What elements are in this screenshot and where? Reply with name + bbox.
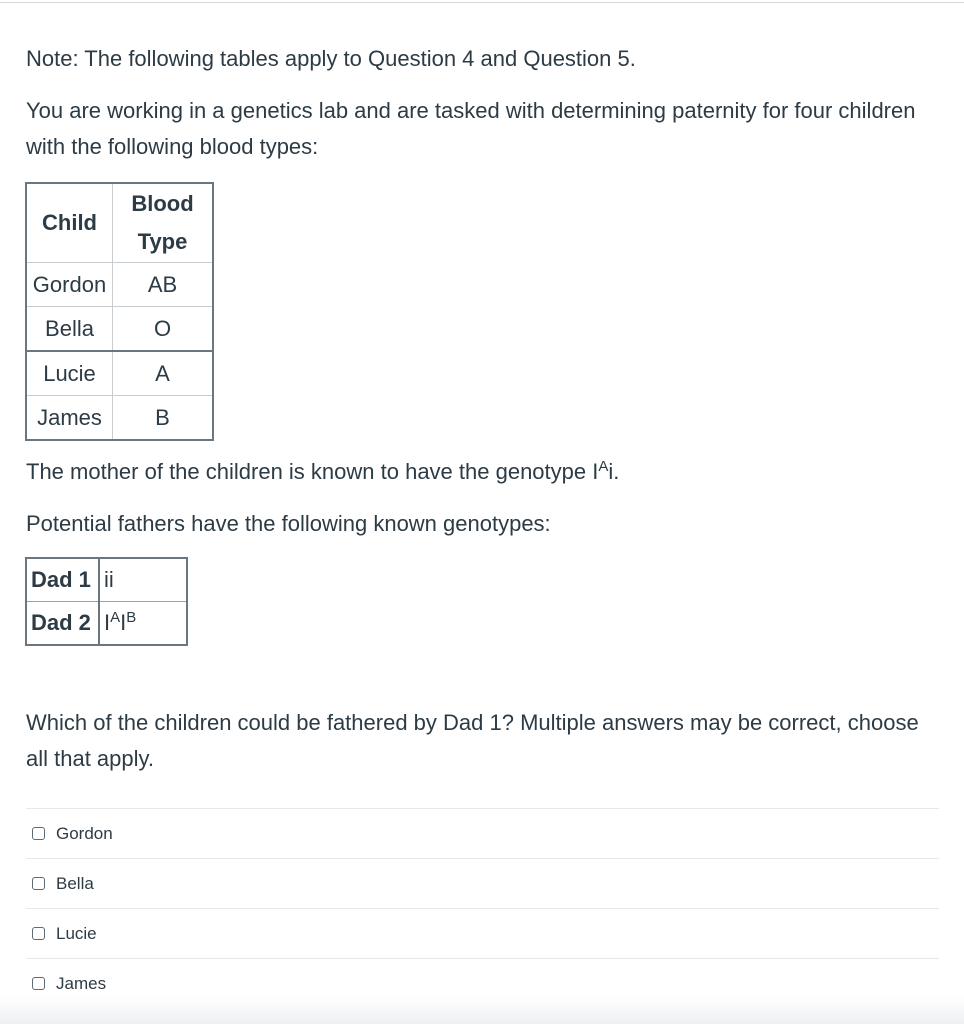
child-blood-type: A	[113, 351, 214, 396]
header-child: Child	[26, 183, 113, 263]
children-blood-type-table	[25, 182, 214, 441]
mother-text-before: The mother of the children is known to have the genotype I	[26, 459, 599, 484]
table-row	[26, 307, 213, 352]
child-blood-type: B	[113, 396, 214, 441]
table-row	[26, 263, 213, 307]
table-row	[26, 558, 187, 602]
allele-base: I	[104, 610, 111, 635]
answer-label: Gordon	[56, 823, 113, 843]
checkbox[interactable]	[32, 977, 45, 990]
allele-superscript: A	[110, 609, 121, 626]
child-name: Bella	[26, 307, 113, 352]
child-blood-type: O	[113, 307, 214, 352]
dad-genotype	[99, 602, 187, 646]
header-blood-type-line1: Blood	[131, 191, 194, 216]
answer-label: James	[56, 973, 107, 993]
answer-label: Lucie	[56, 923, 97, 943]
fathers-intro-text: Potential fathers have the following known genotypes:	[26, 511, 551, 536]
checkbox[interactable]	[32, 877, 45, 890]
header-blood-type-line2: Type	[137, 229, 188, 254]
table-row	[26, 351, 213, 396]
note-text: Note: The following tables apply to Question 4 and Question 5.	[26, 46, 636, 71]
context-text: You are working in a genetics lab and are tasked with determining paternity for four children with the following blood types:	[26, 98, 916, 159]
bottom-shadow	[0, 996, 964, 1024]
header-blood-type	[113, 183, 214, 263]
child-name: Gordon	[26, 263, 113, 307]
answer-option-lucie[interactable]	[26, 908, 939, 958]
table-row	[26, 396, 213, 441]
top-divider	[0, 2, 964, 3]
checkbox[interactable]	[32, 827, 45, 840]
answer-label: Bella	[56, 873, 94, 893]
dad-name: Dad 1	[26, 558, 99, 602]
answer-option-gordon[interactable]	[26, 808, 939, 858]
table-row	[26, 602, 187, 646]
allele-superscript: B	[126, 609, 137, 626]
mother-allele-superscript: A	[598, 458, 609, 475]
child-name: James	[26, 396, 113, 441]
checkbox[interactable]	[32, 927, 45, 940]
dad-name: Dad 2	[26, 602, 99, 646]
mother-genotype-text	[26, 454, 936, 490]
fathers-genotype-table	[25, 557, 188, 646]
answer-options	[26, 808, 939, 1008]
child-name: Lucie	[26, 351, 113, 396]
mother-text-after: i.	[608, 459, 620, 484]
child-blood-type: AB	[113, 263, 214, 307]
question-text: Which of the children could be fathered by Dad 1? Multiple answers may be correct, choose all that apply.	[26, 710, 919, 771]
allele-base: I	[120, 610, 127, 635]
answer-option-bella[interactable]	[26, 858, 939, 908]
dad-genotype: ii	[99, 558, 187, 602]
